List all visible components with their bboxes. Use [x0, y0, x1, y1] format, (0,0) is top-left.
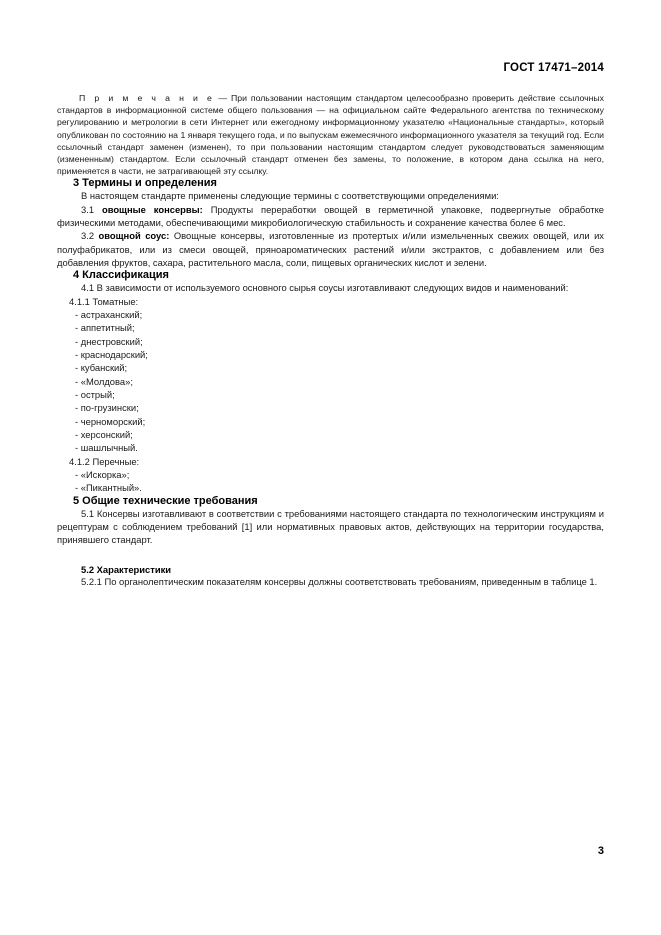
definition-3-2-term: овощной соус:: [98, 230, 170, 242]
note-text: При пользовании настоящим стандартом целесообразно проверить действие ссылочных стандартов в информационной системе общего пользования — на официальном сайте Федерального агентства по техническому регулированию и метрологии в сети Интернет или ежегодному информационному указателю «Национальные стандарты», который опубликован по состоянию на 1 января текущего года, и по выпускам ежемесячного информационного указателя за текущий год. Если ссылочный стандарт заменен (изменен), то при пользовании настоящим стандартом следует руководствоваться заменяющим (измененным) стандартом. Если ссылочный стандарт отменен без замены, то положение, в котором дана ссылка на него, применяется в части, не затрагивающей эту ссылку.: [57, 93, 604, 177]
list-group-label-4-1-2: 4.1.2 Перечные:: [69, 455, 140, 467]
section-heading-requirements: 5 Общие технические требования: [73, 494, 258, 507]
definition-3-2: [57, 229, 604, 269]
page-header-standard-number: ГОСТ 17471–2014: [503, 62, 604, 74]
list-item: - краснодарский;: [75, 348, 148, 360]
list-item: - «Молдова»;: [75, 375, 133, 387]
list-item: - по-грузински;: [75, 402, 139, 414]
list-item: - острый;: [75, 388, 115, 400]
classification-list-tomato: [57, 295, 604, 455]
classification-list-pepper: [57, 455, 604, 495]
classification-intro-paragraph: 4.1 В зависимости от используемого основного сырья соусы изготавливают следующих видов и наименований:: [81, 282, 569, 294]
list-item: - «Искорка»;: [75, 468, 130, 480]
list-item: - черноморский;: [75, 415, 146, 427]
paragraph-5-2-1: 5.2.1 По органолептическим показателям консервы должны соответствовать требованиям, приведенным в таблице 1.: [81, 575, 598, 587]
definition-3-1-body: Продукты переработки овощей в герметичной упаковке, подвергнутые обработке физическими методами, обеспечивающими микробиологическую стабильность и сохранение качества более 6 мес.: [57, 203, 605, 229]
paragraph-5-1: 5.1 Консервы изготавливают в соответствии с требованиями настоящего стандарта по технологическим инструкциям и рецептурам с соблюдением требований [1] или нормативных правовых актов, действующих на территории государства, принявшего стандарт.: [57, 507, 604, 546]
page-number: 3: [597, 845, 604, 857]
list-item: - «Пикантный».: [75, 482, 142, 494]
sub-heading-5-2: 5.2 Характеристики: [81, 563, 172, 575]
section-heading-terms: 3 Термины и определения: [73, 177, 217, 190]
note-label: П р и м е ч а н и е: [79, 93, 215, 103]
page-content: [57, 92, 604, 588]
list-item: - аппетитный;: [75, 322, 135, 334]
list-item: - кубанский;: [75, 362, 128, 374]
definition-3-1-number: 3.1: [81, 203, 102, 215]
list-item: - херсонский;: [75, 428, 133, 440]
terms-intro-paragraph: В настоящем стандарте применены следующие термины с соответствующими определениями:: [81, 190, 499, 202]
list-item: - днестровский;: [75, 335, 143, 347]
note-paragraph: [57, 92, 604, 177]
note-dash: —: [214, 93, 232, 103]
list-item: - шашлычный.: [75, 442, 138, 454]
list-item: - астраханский;: [75, 308, 143, 320]
definition-3-1-term: овощные консервы:: [101, 203, 203, 215]
definition-3-1: [57, 203, 604, 230]
list-group-label-4-1-1: 4.1.1 Томатные:: [69, 295, 139, 307]
definition-3-2-body: Овощные консервы, изготовленные из протертых и/или измельченных свежих овощей, или их полуфабрикатов, или из смеси овощей, пряноароматических растений и/или экстрактов, с добавлением или без добавления фруктов, сахара, растительного масла, соли, пищевых органических кислот и зелени.: [57, 230, 604, 268]
section-heading-classification: 4 Классификация: [73, 269, 169, 282]
definition-3-2-number: 3.2: [81, 230, 99, 242]
